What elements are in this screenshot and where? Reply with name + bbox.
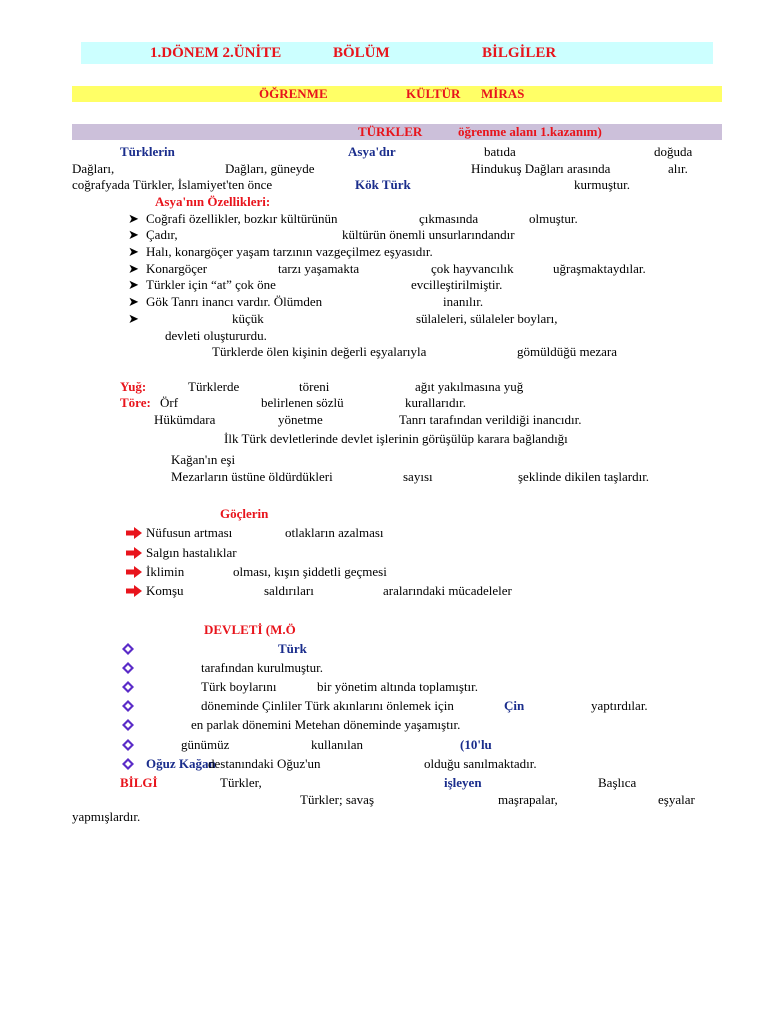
- state-item-4a: döneminde Çinliler Türk akınlarını önlemek için: [201, 698, 454, 713]
- title-unit: 1.DÖNEM 2.ÜNİTE: [150, 45, 282, 61]
- state-item-5: en parlak dönemini Metehan döneminde yaşamıştır.: [191, 717, 461, 732]
- diamond-bullet-icon: [122, 719, 134, 731]
- diamond-bullet-icon: [122, 643, 134, 655]
- arrow-right-icon: [126, 527, 142, 539]
- asia-item-1c: olmuştur.: [529, 211, 578, 226]
- asia-item-5: Türkler için “at” çok öne: [146, 277, 276, 292]
- state-heading: DEVLETİ (M.Ö: [204, 622, 296, 637]
- intro-takes: alır.: [668, 161, 688, 176]
- info-l2b: maşrapalar,: [498, 792, 558, 807]
- info-l1a: Türkler,: [220, 775, 262, 790]
- state-item-6a: günümüz: [181, 737, 230, 752]
- state-item-7b: destanındaki Oğuz'un: [208, 756, 321, 771]
- state-item-4c: yaptırdılar.: [591, 698, 648, 713]
- bullet-chevron-icon: ➤: [128, 311, 139, 326]
- state-item-7c: olduğu sanılmaktadır.: [424, 756, 537, 771]
- arrow-right-icon: [126, 566, 142, 578]
- khan-wife-text: Kağan'ın eşi: [171, 452, 236, 467]
- migration-item-3b: olması, kışın şiddetli geçmesi: [233, 564, 387, 579]
- asia-item-1b: çıkmasında: [419, 211, 479, 226]
- intro-gokturk: Kök Türk: [355, 177, 411, 192]
- asia-item-5b: evcilleştirilmiştir.: [411, 277, 503, 292]
- ruler-text-a: Hükümdara: [154, 412, 216, 427]
- yug-label: Yuğ:: [120, 379, 147, 394]
- asia-item-4: Konargöçer: [146, 261, 208, 276]
- balbal-text-b: sayısı: [403, 469, 433, 484]
- diamond-bullet-icon: [122, 700, 134, 712]
- asia-item-1: Coğrafi özellikler, bozkır kültürünün: [146, 211, 338, 226]
- migrations-heading: Göçlerin: [220, 506, 269, 521]
- subtitle-heritage: MİRAS: [481, 86, 525, 101]
- migration-item-4b: saldırıları: [264, 583, 314, 598]
- asia-item-2: Çadır,: [146, 227, 178, 242]
- asia-item-7-cont: devleti oluştururdu.: [165, 328, 267, 343]
- balbal-text-c: şeklinde dikilen taşlardır.: [518, 469, 650, 484]
- bullet-chevron-icon: ➤: [128, 294, 139, 309]
- intro-asia: Asya'dır: [348, 144, 396, 159]
- title-info: BİLGİLER: [482, 45, 557, 61]
- asia-item-6b: inanılır.: [443, 294, 484, 309]
- state-item-6c: (10'lu: [460, 737, 492, 752]
- bullet-chevron-icon: ➤: [128, 227, 139, 242]
- asia-item-2b: kültürün önemli unsurlarındandır: [342, 227, 515, 242]
- asia-item-4b: tarzı yaşamakta: [278, 261, 360, 276]
- state-item-3a: Türk boylarını: [201, 679, 277, 694]
- ruler-text-c: Tanrı tarafından verildiği inancıdır.: [399, 412, 582, 427]
- council-text: İlk Türk devletlerinde devlet işlerinin görüşülüp karara bağlandığı: [224, 431, 568, 446]
- yug-text-b: töreni: [299, 379, 330, 394]
- asia-item-6: Gök Tanrı inancı vardır. Ölümden: [146, 294, 323, 309]
- state-item-3b: bir yönetim altında toplamıştır.: [317, 679, 479, 694]
- yug-text-c: ağıt yakılmasına yuğ: [415, 379, 524, 394]
- intro-geography: coğrafyada Türkler, İslamiyet'ten önce: [72, 177, 273, 192]
- asia-item-4c: çok hayvancılık: [431, 261, 514, 276]
- diamond-bullet-icon: [122, 758, 134, 770]
- state-item-4b: Çin: [504, 698, 525, 713]
- tore-text-a: Örf: [160, 395, 179, 410]
- bullet-chevron-icon: ➤: [128, 244, 139, 259]
- asia-item-4d: uğraşmaktaydılar.: [553, 261, 646, 276]
- intro-south: Dağları, güneyde: [225, 161, 315, 176]
- state-item-1: Türk: [278, 641, 307, 656]
- balbal-text-a: Mezarların üstüne öldürdükleri: [171, 469, 333, 484]
- asia-item-7b: sülaleleri, sülaleler boyları,: [416, 311, 558, 326]
- intro-turks: Türklerin: [120, 144, 175, 159]
- intro-hindukush: Hindukuş Dağları arasında: [471, 161, 611, 176]
- bullet-chevron-icon: ➤: [128, 261, 139, 276]
- bullet-chevron-icon: ➤: [128, 211, 139, 226]
- arrow-right-icon: [126, 585, 142, 597]
- info-l1b: işleyen: [444, 775, 482, 790]
- diamond-bullet-icon: [122, 739, 134, 751]
- subtitle-learning: ÖĞRENME: [259, 86, 328, 101]
- ruler-text-b: yönetme: [278, 412, 323, 427]
- info-l2c: eşyalar: [658, 792, 695, 807]
- info-l3: yapmışlardır.: [72, 809, 141, 824]
- asia-heading: Asya'nın Özellikleri:: [155, 194, 271, 209]
- intro-west: batıda: [484, 144, 516, 159]
- diamond-bullet-icon: [122, 681, 134, 693]
- tore-text-b: belirlenen sözlü: [261, 395, 344, 410]
- subtitle-band: [72, 86, 722, 102]
- diamond-bullet-icon: [122, 662, 134, 674]
- section-title: TÜRKLER: [358, 124, 423, 139]
- title-section: BÖLÜM: [333, 45, 390, 61]
- info-l2a: Türkler; savaş: [300, 792, 375, 807]
- burial-text-b: gömüldüğü mezara: [517, 344, 617, 359]
- asia-item-3: Halı, konargöçer yaşam tarzının vazgeçilmez eşyasıdır.: [146, 244, 433, 259]
- asia-item-7: küçük: [232, 311, 264, 326]
- migration-item-4a: Komşu: [146, 583, 184, 598]
- migration-item-4c: aralarındaki mücadeleler: [383, 583, 512, 598]
- migration-item-1a: Nüfusun artması: [146, 525, 233, 540]
- state-item-6b: kullanılan: [311, 737, 363, 752]
- info-label: BİLGİ: [120, 775, 158, 790]
- section-subtitle: öğrenme alanı 1.kazanım): [458, 124, 602, 139]
- migration-item-3a: İklimin: [146, 564, 185, 579]
- intro-east: doğuda: [654, 144, 693, 159]
- tore-text-c: kurallarıdır.: [405, 395, 467, 410]
- state-item-2: tarafından kurulmuştur.: [201, 660, 324, 675]
- burial-text: Türklerde ölen kişinin değerli eşyalarıyla: [212, 344, 427, 359]
- info-l1c: Başlıca: [598, 775, 637, 790]
- arrow-right-icon: [126, 547, 142, 559]
- migration-item-2: Salgın hastalıklar: [146, 545, 237, 560]
- tore-label: Töre:: [120, 395, 151, 410]
- yug-text-a: Türklerde: [188, 379, 240, 394]
- intro-mountains: Dağları,: [72, 161, 115, 176]
- bullet-chevron-icon: ➤: [128, 277, 139, 292]
- migration-item-1b: otlakların azalması: [285, 525, 384, 540]
- intro-founded: kurmuştur.: [574, 177, 630, 192]
- state-item-7a: Oğuz Kağan: [146, 756, 216, 771]
- subtitle-culture: KÜLTÜR: [406, 86, 461, 101]
